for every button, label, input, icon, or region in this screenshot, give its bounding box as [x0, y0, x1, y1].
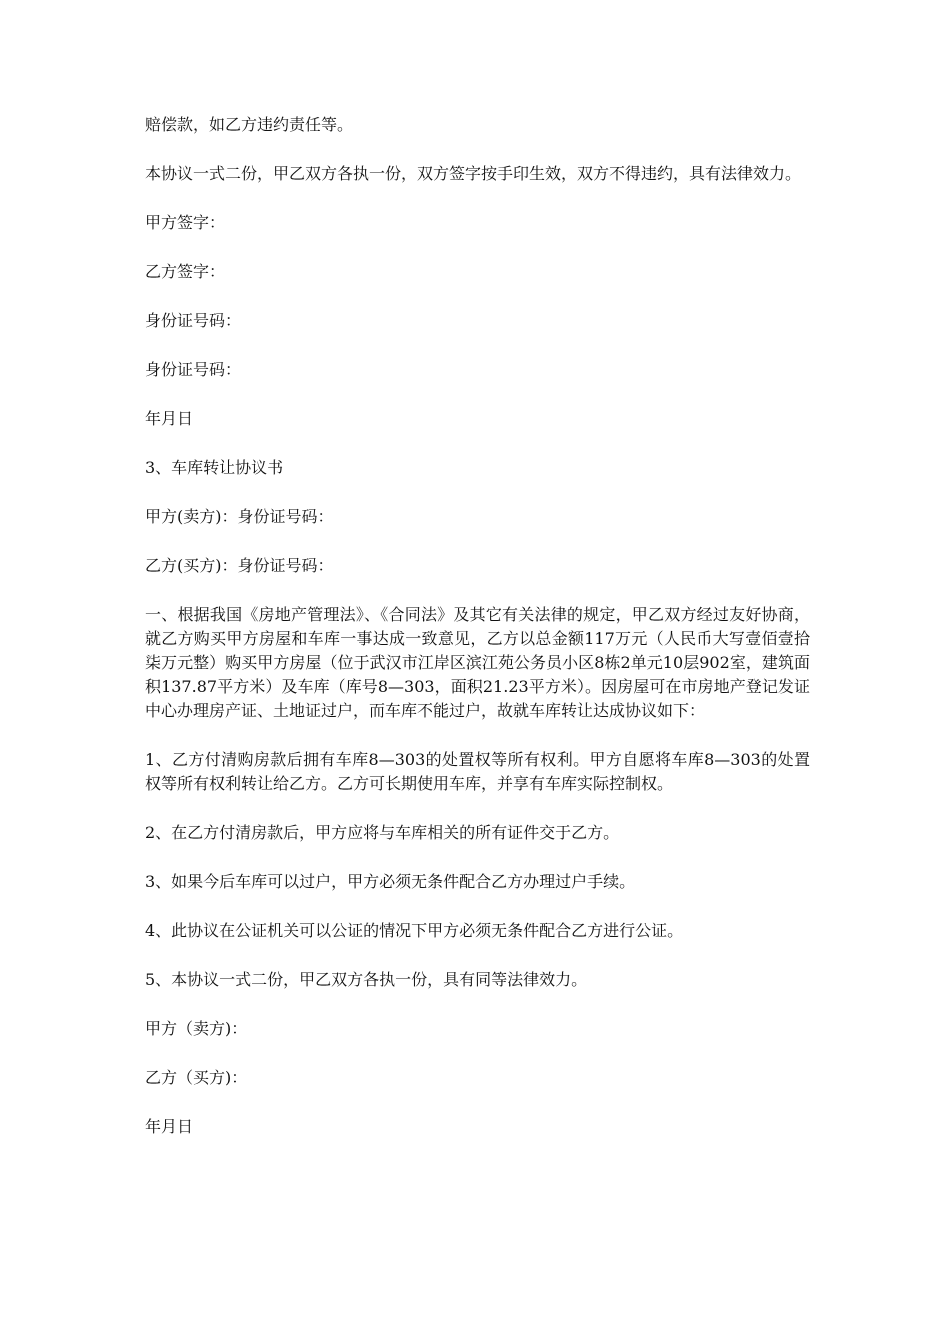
party-a-seller-line: 甲方(卖方)：身份证号码：: [145, 507, 334, 526]
clause-2: 2、在乙方付清房款后，甲方应将与车库相关的所有证件交于乙方。: [145, 823, 620, 842]
date-line: 年月日: [145, 409, 194, 428]
clause-1: 1、乙方付清购房款后拥有车库8—303的处置权等所有权利。甲方自愿将车库8—303的处置权等所有权利转让给乙方。乙方可长期使用车库，并享有车库实际控制权。: [145, 750, 810, 793]
id-number-line-b: 身份证号码：: [145, 360, 242, 379]
section-title-garage-agreement: 3、车库转让协议书: [145, 458, 284, 477]
document-body: [145, 113, 810, 1139]
buyer-signature-line: 乙方（买方)：: [145, 1068, 248, 1087]
closing-date-line: 年月日: [145, 1117, 194, 1136]
party-b-signature-line: 乙方签字：: [145, 262, 226, 281]
clause-3: 3、如果今后车库可以过户，甲方必须无条件配合乙方办理过户手续。: [145, 872, 636, 891]
clause-5: 5、本协议一式二份，甲乙双方各执一份，具有同等法律效力。: [145, 970, 588, 989]
paragraph-legal-basis: 一、根据我国《房地产管理法》、《合同法》及其它有关法律的规定，甲乙双方经过友好协商，就乙方购买甲方房屋和车库一事达成一致意见，乙方以总金额117万元（人民币大写壹佰壹拾柒万元整）购买甲方房屋（位于武汉市江岸区滨江苑公务员小区8栋2单元10层902室，建筑面积137.87平方米）及车库（库号8—303，面积21.23平方米）。因房屋可在市房地产登记发证中心办理房产证、土地证过户，而车库不能过户，故就车库转让达成协议如下：: [145, 605, 810, 720]
party-a-signature-line: 甲方签字：: [145, 213, 226, 232]
paragraph-copies-validity: 本协议一式二份，甲乙双方各执一份，双方签字按手印生效，双方不得违约，具有法律效力。: [145, 164, 802, 183]
clause-4: 4、此协议在公证机关可以公证的情况下甲方必须无条件配合乙方进行公证。: [145, 921, 684, 940]
seller-signature-line: 甲方（卖方)：: [145, 1019, 248, 1038]
party-b-buyer-line: 乙方(买方)：身份证号码：: [145, 556, 334, 575]
id-number-line-a: 身份证号码：: [145, 311, 242, 330]
paragraph-breach-compensation: 赔偿款，如乙方违约责任等。: [145, 115, 354, 134]
